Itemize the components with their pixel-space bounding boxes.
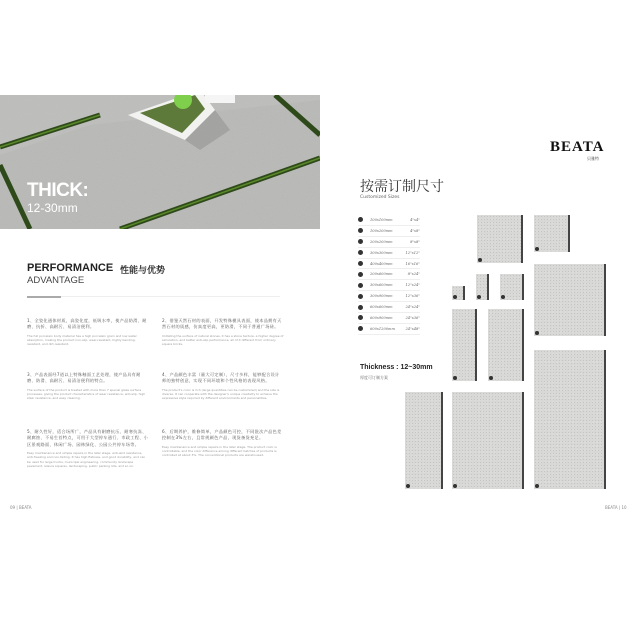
paragraph-2 [162,318,284,347]
tile-sample [534,264,606,336]
brand-logo: BEATA [550,139,605,155]
size-row [358,302,420,313]
tile-sample [488,309,524,381]
size-row [358,291,420,302]
size-marker-icon [501,295,505,299]
size-marker-icon [358,326,363,331]
size-inch: 8"x24" [407,272,420,277]
paragraph-cn: 6、后期养护，维修简单，产品颜色可控，不同批次产品色差控制在3%左右，且常规颜色产品，现货备货充足。 [162,429,282,441]
tile-sample [452,392,524,489]
size-marker-icon [535,331,539,335]
size-marker-icon [478,258,482,262]
size-marker-icon [453,376,457,380]
divider [27,296,280,297]
size-mm: 100x200mm [370,228,393,233]
size-inch: 24"x48" [405,326,420,331]
section-title-en: PERFORMANCE [27,262,114,274]
paragraph-5 [27,429,149,469]
paragraph-1 [27,318,149,347]
size-inch: 4"x8" [410,228,420,233]
tile-sample [476,274,489,300]
size-inch: 8"x8" [410,239,420,244]
size-marker-icon [406,484,410,488]
paragraph-en: Easy maintenance and simple repairs in the later stage, anti-skid resistance, anti-freezing and non-fading. It has high flatness, and good durability, and can be used for large trucks, municipal engineering, community landscape pavement, leisure squares, landscaping, public parking lots, and so on. [27,450,146,469]
thickness-sub: 厚度可订制方案 [360,375,388,380]
size-row [358,259,420,270]
size-marker-icon [358,239,363,244]
size-mm: 100x100mm [370,217,393,222]
size-inch: 24"x24" [405,305,420,310]
size-inch: 12"x12" [405,250,420,255]
hero-subtitle: 12-30mm [27,201,78,215]
size-row [358,313,420,324]
paragraph-en: Easy maintenance and simple repairs in the later stage. The product color is controllable, and the color difference among different batches of products is controlled at about 3%. The conventional products are warehoused. [162,444,277,458]
size-row [358,226,420,237]
right-footer: BEATA | 10 [605,505,627,510]
size-marker-icon [453,295,457,299]
divider-accent [27,296,61,298]
size-mm: 600x600mm [370,305,393,310]
size-mm: 300x300mm [370,250,393,255]
hero-title: THICK: [27,180,89,201]
paragraph-en: The full porcelain body material has a high porcelain grain and low water absorption, making the product non-slip, wear-resistant, highly bending-resistant, and dirt-resistant. [27,333,137,347]
size-marker-icon [535,247,539,251]
size-row [358,269,420,280]
size-marker-icon [453,484,457,488]
size-marker-icon [358,217,363,222]
tile-sample [452,309,477,381]
size-marker-icon [358,272,363,277]
size-mm: 200x200mm [370,239,393,244]
paragraph-en: The product's color is rich (large quantities can be customized) and the size is diverse. It can cooperate with the designer's unique creativity to achieve the expressive style required by different environments and personalities. [162,387,280,401]
paragraph-cn: 1、全瓷化通体材质，高瓷化度，低吸水率，使产品防滑、耐磨、抗折、高耐污、易清洁便利。 [27,318,147,330]
left-footer: 09 | BEATA [10,505,32,510]
paragraph-cn: 2、借鉴天然石材的表面，开发特殊模具表面，使本品拥有天然石材的质感，仿真度更高，更防滑，不同于普通广场砖。 [162,318,282,330]
size-row [358,215,420,226]
size-row [358,237,420,248]
size-row [358,280,420,291]
tile-sample [534,350,606,489]
size-mm: 200x600mm [370,272,393,277]
size-row [358,324,420,335]
size-marker-icon [489,376,493,380]
sizes-title-cn: 按需订制尺寸 [360,179,444,195]
paragraph-3 [27,372,149,401]
size-inch: 4"x4" [410,217,420,222]
size-row [358,248,420,259]
paragraph-en: The surface of the product is treated with more than 7 special glaze surface processes, giving the product characteristics of wear resistance, anti-slip, high stain resistance, and easy cleaning. [27,387,146,401]
paragraph-4 [162,372,284,401]
tile-sample [500,274,524,300]
size-marker-icon [358,228,363,233]
size-marker-icon [477,295,481,299]
size-marker-icon [358,261,363,266]
size-marker-icon [535,484,539,488]
size-inch: 12"x36" [405,294,420,299]
paragraph-en: Imitating the surface of natural stones, it has a stone texture, a higher degree of simulation, and better anti-slip performance, all of it different from ordinary square bricks. [162,333,284,347]
section-subtitle: ADVANTAGE [27,275,85,286]
size-mm: 400x400mm [370,261,393,266]
brand-logo-cn: 贝雅特 [587,156,599,161]
tile-sample [477,215,523,263]
size-inch: 24"x36" [405,315,420,320]
size-marker-icon [358,283,363,288]
paragraph-cn: 5、耐久性好，适合场所广，产品具有耐磨抗压、耐寒抗冻、耐腐蚀、不易生苔特点，可用于大型停车通行、市政工程、小区景观路面、休闲广场、园林绿化、公园公共停车场等。 [27,429,149,447]
tile-sample [405,392,443,489]
size-inch: 12"x24" [405,283,420,288]
size-list [358,215,420,335]
section-title-cn: 性能与优势 [120,266,166,276]
size-marker-icon [358,315,363,320]
size-mm: 300x900mm [370,294,393,299]
thickness-label: Thickness : 12~30mm [360,364,433,371]
tile-sample [452,286,465,300]
size-mm: 300x600mm [370,283,393,288]
paragraph-cn: 3、产品表面经7道以上特殊釉面工艺处理，使产品具有耐磨、防滑、高耐污、易清洁便利的特点。 [27,372,141,384]
size-marker-icon [358,294,363,299]
tile-sample [534,215,570,252]
size-inch: 16"x16" [405,261,420,266]
size-mm: 600x900mm [370,315,393,320]
size-marker-icon [358,305,363,310]
size-marker-icon [358,250,363,255]
paragraph-cn: 4、产品颜色丰富（量大可定制），尺寸多样，能够配合设计师的独特创意，实现不同环境和个性风格的表现风格。 [162,372,280,384]
sizes-title-en: Customized Sizes [360,195,400,200]
size-mm: 600x1200mm [370,326,395,331]
paragraph-6 [162,429,284,458]
